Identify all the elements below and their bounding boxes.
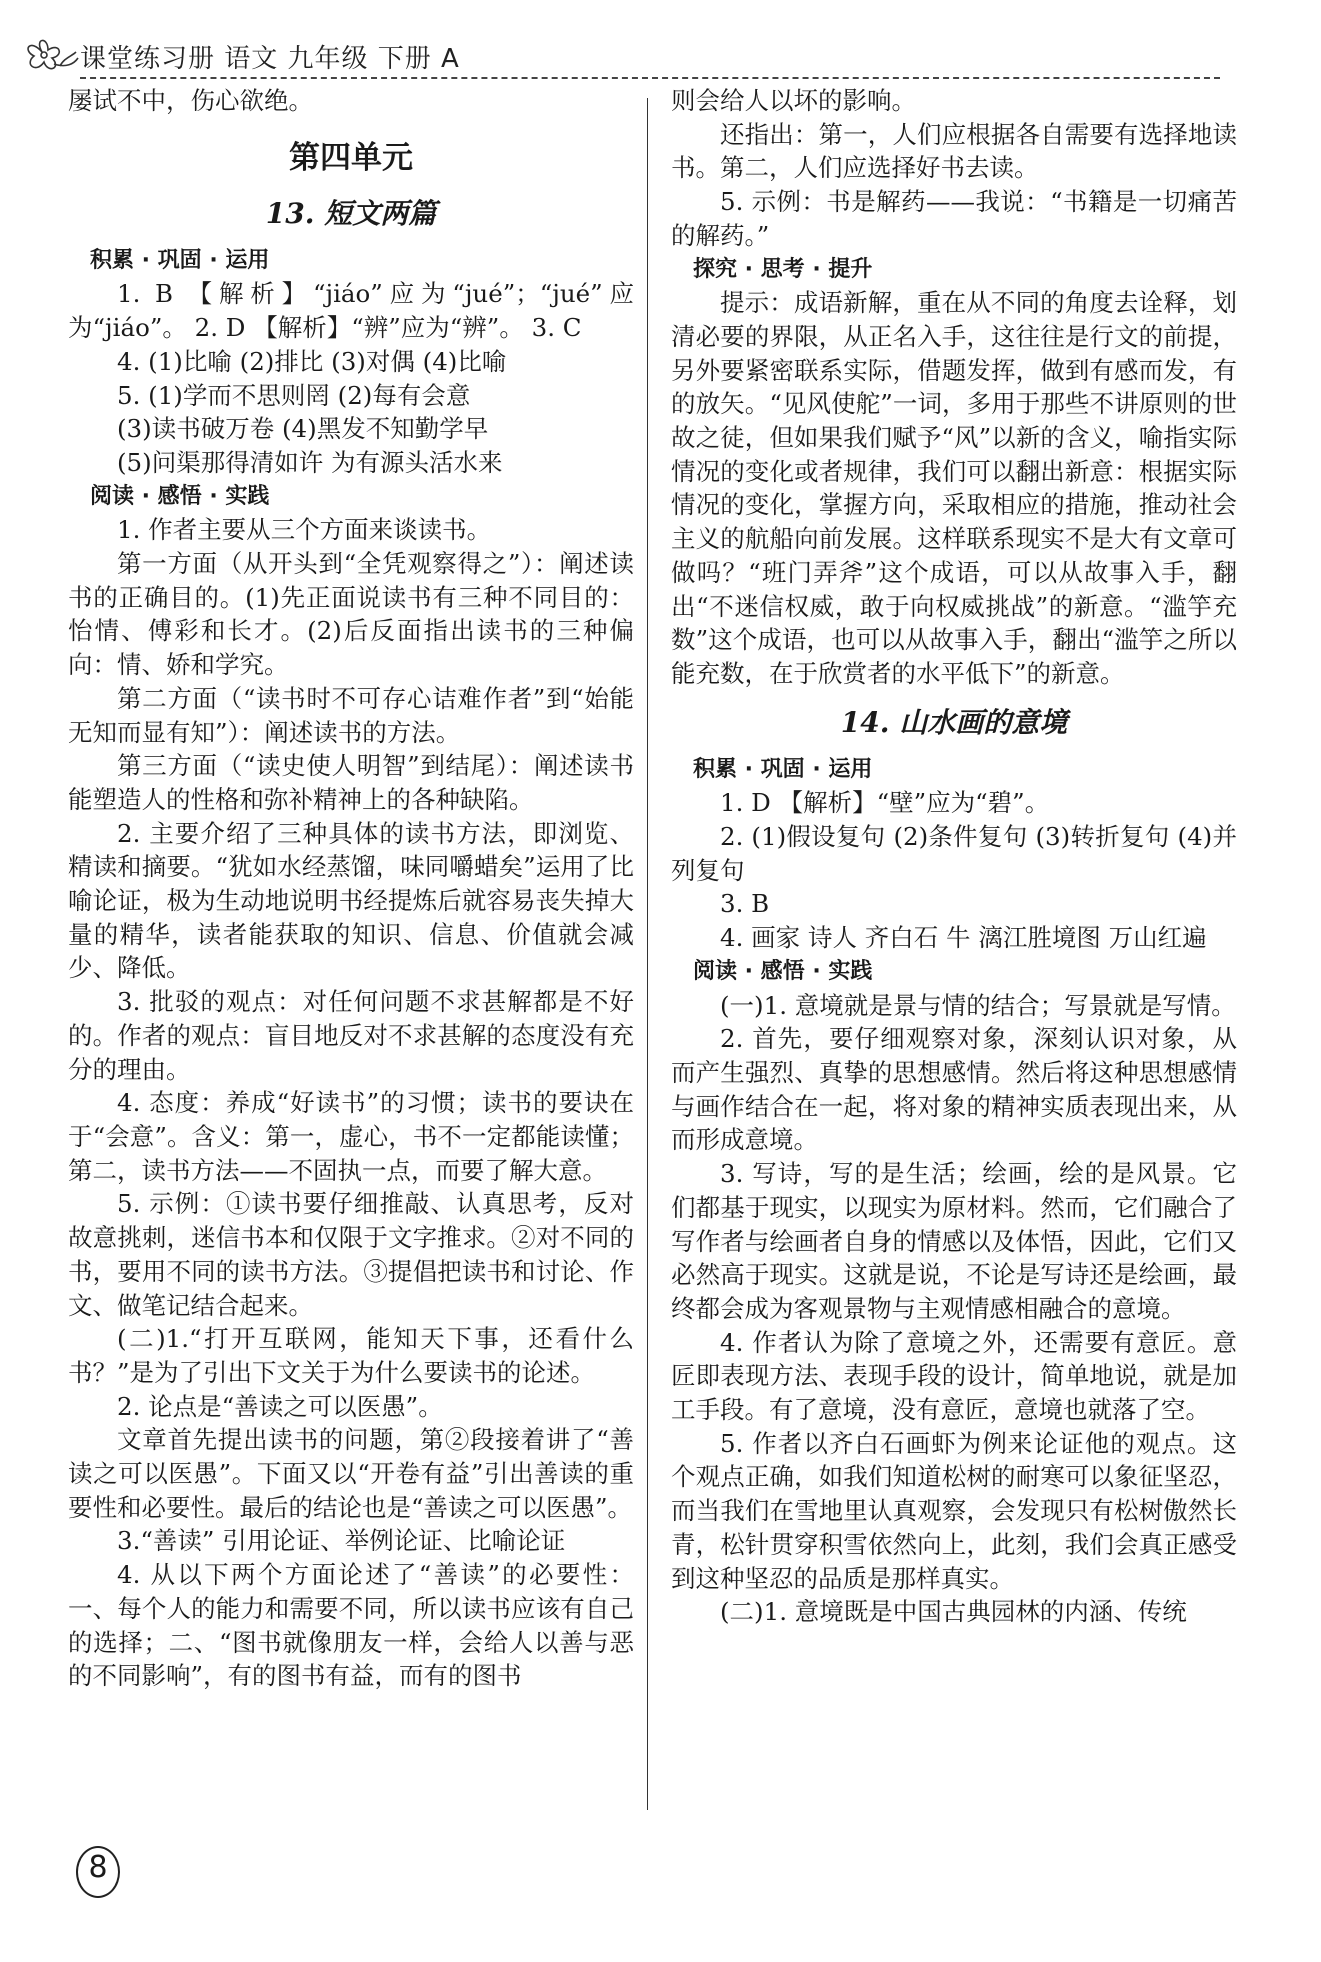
paragraph: 4. 作者认为除了意境之外，还需要有意匠。意匠即表现方法、表现手段的设计，简单地说，就是加工手段。有了意境，没有意匠，意境也就落了空。 (671, 1327, 1237, 1425)
paragraph: 2. 论点是“善读之可以医愚”。 (117, 1391, 443, 1421)
paragraph: 1. 作者主要从三个方面来谈读书。 (117, 515, 492, 545)
paragraph: 提示：成语新解，重在从不同的角度去诠释，划清必要的界限，从正名入手，这往往是行文的前提，另外要紧密联系实际，借题发挥，做到有感而发，有的放矢。“见风使舵”一词，多用于那些不讲原则的世故之徒，但如果我们赋予“风”以新的含义，喻指实际情况的变化或者规律，我们可以翻出新意：根据实际情况的变化，掌握方向，采取相应的措施，推动社会主义的航船向前发展。这样联系现实不是大有文章可做吗？“班门弄斧”这个成语，可以从故事入手，翻出“不迷信权威，敢于向权威挑战”的新意。“滥竽充数”这个成语，也可以从故事入手，翻出“滥竽之所以能充数，在于欣赏者的水平低下”的新意。 (671, 288, 1237, 688)
page-number-text: 8 (88, 1850, 108, 1885)
paragraph: 1. B 【解析】“jiáo”应为“jué”；“jué”应为“jiáo”。 2. D 【解析】“辨”应为“辨”。 3. C (68, 279, 634, 343)
flower-logo-icon (20, 28, 84, 78)
section-heading: 阅读 · 感悟 · 实践 (90, 483, 270, 509)
lesson-title: 14. 山水画的意境 (840, 705, 1068, 739)
paragraph: (3)读书破万卷 (4)黑发不知勤学早 (117, 414, 489, 444)
page-number (76, 1846, 118, 1896)
paragraph: 屡试不中，伤心欲绝。 (68, 86, 313, 115)
paragraph: 5. 示例：①读书要仔细推敲、认真思考，反对故意挑刺，迷信书本和仅限于文字推求。②对不同的书，要用不同的读书方法。③提倡把读书和讨论、作文、做笔记结合起来。 (68, 1189, 634, 1320)
section-heading: 探究 · 思考 · 提升 (693, 256, 873, 282)
paragraph: 4. 画家 诗人 齐白石 牛 漓江胜境图 万山红遍 (720, 923, 1207, 953)
page-header (20, 28, 1220, 78)
paragraph: 5. (1)学而不思则罔 (2)每有会意 (117, 380, 471, 410)
paragraph: 还指出：第一，人们应根据各自需要有选择地读书。第二，人们应选择好书去读。 (671, 119, 1237, 183)
paragraph: 4. 从以下两个方面论述了“善读”的必要性：一、每个人的能力和需要不同，所以读书应该有自己的选择；二、“图书就像朋友一样，会给人以善与恶的不同影响”，有的图书有益，而有的图书 (68, 1560, 634, 1691)
paragraph: 2. (1)假设复句 (2)条件复句 (3)转折复句 (4)并列复句 (671, 822, 1237, 885)
column-divider (647, 98, 648, 1810)
section-heading: 阅读 · 感悟 · 实践 (693, 958, 873, 984)
paragraph: 第二方面（“读书时不可存心诘难作者”到“始能无知而显有知”）：阐述读书的方法。 (68, 683, 634, 747)
paragraph: 5. 示例：书是解药——我说：“书籍是一切痛苦的解药。” (671, 187, 1237, 250)
paragraph: 4. (1)比喻 (2)排比 (3)对偶 (4)比喻 (117, 346, 507, 376)
paragraph: 则会给人以坏的影响。 (671, 86, 916, 115)
paragraph: 第三方面（“读史使人明智”到结尾）：阐述读书能塑造人的性格和弥补精神上的各种缺陷。 (68, 751, 634, 814)
paragraph: (二)1.“打开互联网，能知天下事，还看什么书？”是为了引出下文关于为什么要读书的论述。 (68, 1324, 634, 1387)
paragraph: 5. 作者以齐白石画虾为例来论证他的观点。这个观点正确，如我们知道松树的耐寒可以象征坚忍，而当我们在雪地里认真观察，会发现只有松树傲然长青，松针贯穿积雪依然向上，此刻，我们会真正感受到这种坚忍的品质是那样真实。 (671, 1428, 1237, 1593)
left-column (68, 84, 634, 1693)
paragraph: (一)1. 意境就是景与情的结合；写景就是写情。 (720, 990, 1236, 1020)
paragraph: 1. D 【解析】“壁”应为“碧”。 (720, 788, 1050, 818)
header-divider (80, 77, 1220, 79)
paragraph: 3. B (720, 889, 770, 919)
section-heading: 积累 · 巩固 · 运用 (90, 247, 270, 273)
paragraph: 4. 态度：养成“好读书”的习惯；读书的要诀在于“会意”。含义：第一，虚心，书不一定都能读懂；第二，读书方法——不固执一点，而要了解大意。 (68, 1088, 634, 1185)
paragraph: 第一方面（从开头到“全凭观察得之”）：阐述读书的正确目的。(1)先正面说读书有三种不同目的：怡情、傅彩和长才。(2)后反面指出读书的三种偏向：情、娇和学究。 (68, 549, 634, 680)
header-title: 课堂练习册 语文 九年级 下册 A (80, 44, 460, 74)
paragraph: 3. 批驳的观点：对任何问题不求甚解都是不好的。作者的观点：盲目地反对不求甚解的态度没有充分的理由。 (68, 987, 634, 1084)
paragraph: (5)问渠那得清如许 为有源头活水来 (117, 447, 503, 477)
paragraph: (二)1. 意境既是中国古典园林的内涵、传统 (720, 1597, 1187, 1627)
section-heading: 积累 · 巩固 · 运用 (693, 756, 873, 782)
right-column (671, 84, 1237, 1629)
paragraph: 2. 首先，要仔细观察对象，深刻认识对象，从而产生强烈、真挚的思想感情。然后将这种思想感情与画作结合在一起，将对象的精神实质表现出来，从而形成意境。 (671, 1024, 1237, 1155)
unit-title: 第四单元 (289, 139, 413, 176)
paragraph: 文章首先提出读书的问题，第②段接着讲了“善读之可以医愚”。下面又以“开卷有益”引出善读的重要性和必要性。最后的结论也是“善读之可以医愚”。 (68, 1425, 634, 1522)
paragraph: 3.“善读” 引用论证、举例论证、比喻论证 (117, 1526, 566, 1556)
lesson-title: 13. 短文两篇 (265, 196, 437, 230)
paragraph: 3. 写诗，写的是生活；绘画，绘的是风景。它们都基于现实，以现实为原材料。然而，它们融合了写作者与绘画者自身的情感以及体悟，因此，它们又必然高于现实。这就是说，不论是写诗还是绘画，最终都会成为客观景物与主观情感相融合的意境。 (671, 1159, 1237, 1323)
paragraph: 2. 主要介绍了三种具体的读书方法，即浏览、精读和摘要。“犹如水经蒸馏，味同嚼蜡矣”运用了比喻论证，极为生动地说明书经提炼后就容易丧失掉大量的精华，读者能获取的知识、信息、价值就会减少、降低。 (68, 818, 634, 983)
